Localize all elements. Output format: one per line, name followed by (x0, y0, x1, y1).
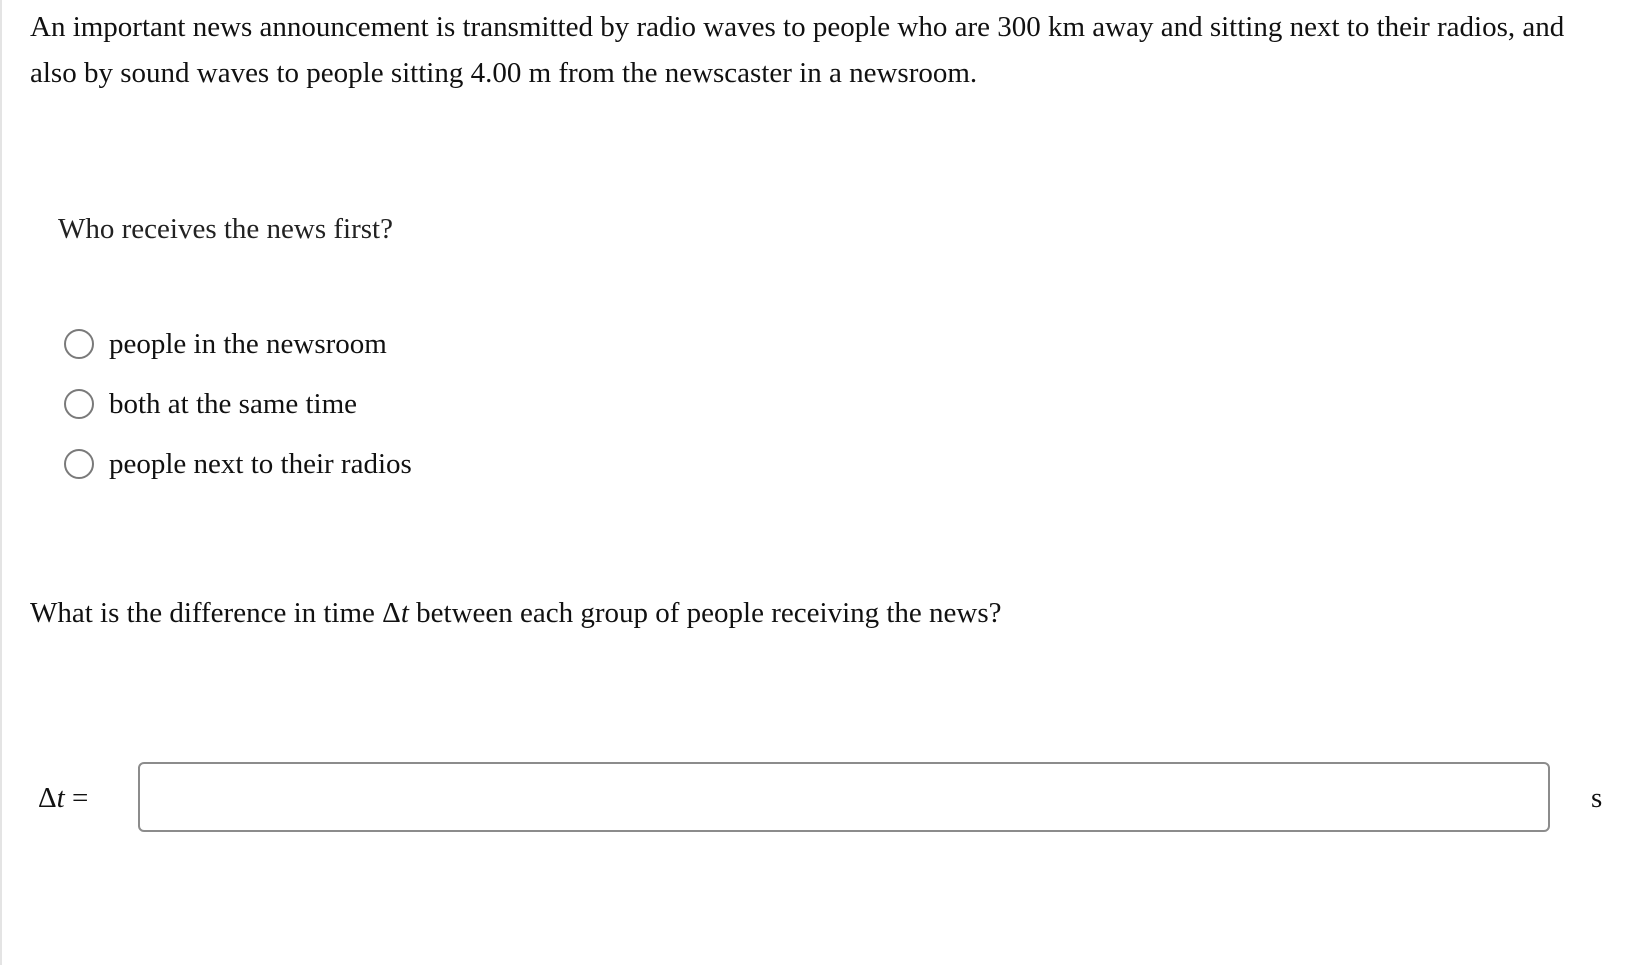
option-label-newsroom: people in the newsroom (109, 328, 387, 360)
q2-delta-symbol: Δ (382, 597, 401, 629)
question-time-difference (30, 590, 1002, 636)
answer-label (38, 778, 88, 818)
answer-options (64, 314, 412, 494)
problem-statement: An important news announcement is transmitted by radio waves to people who are 300 km away and sitting next to their radios, and also by sound waves to people sitting 4.00 m from the newscaster in a newsroom. (30, 11, 1565, 89)
option-same-time[interactable] (64, 374, 412, 434)
option-radios[interactable] (64, 434, 412, 494)
answer-equals: = (64, 782, 89, 814)
q2-text-before: What is the difference in time (30, 597, 383, 629)
option-label-radios: people next to their radios (109, 448, 412, 480)
answer-t-symbol: t (56, 782, 65, 814)
answer-row (38, 762, 1608, 836)
option-label-same-time: both at the same time (109, 388, 358, 420)
unit-label: s (1591, 782, 1603, 814)
option-newsroom[interactable] (64, 314, 412, 374)
radio-same-time[interactable] (64, 389, 94, 419)
answer-delta-symbol: Δ (38, 782, 57, 814)
left-border (0, 0, 2, 965)
radio-newsroom[interactable] (64, 329, 94, 359)
q2-t-symbol: t (400, 597, 409, 629)
delta-t-input[interactable] (138, 762, 1550, 832)
radio-radios[interactable] (64, 449, 94, 479)
q2-text-after: between each group of people receiving the news? (408, 597, 1002, 629)
question-who-first: Who receives the news first? (58, 213, 393, 245)
